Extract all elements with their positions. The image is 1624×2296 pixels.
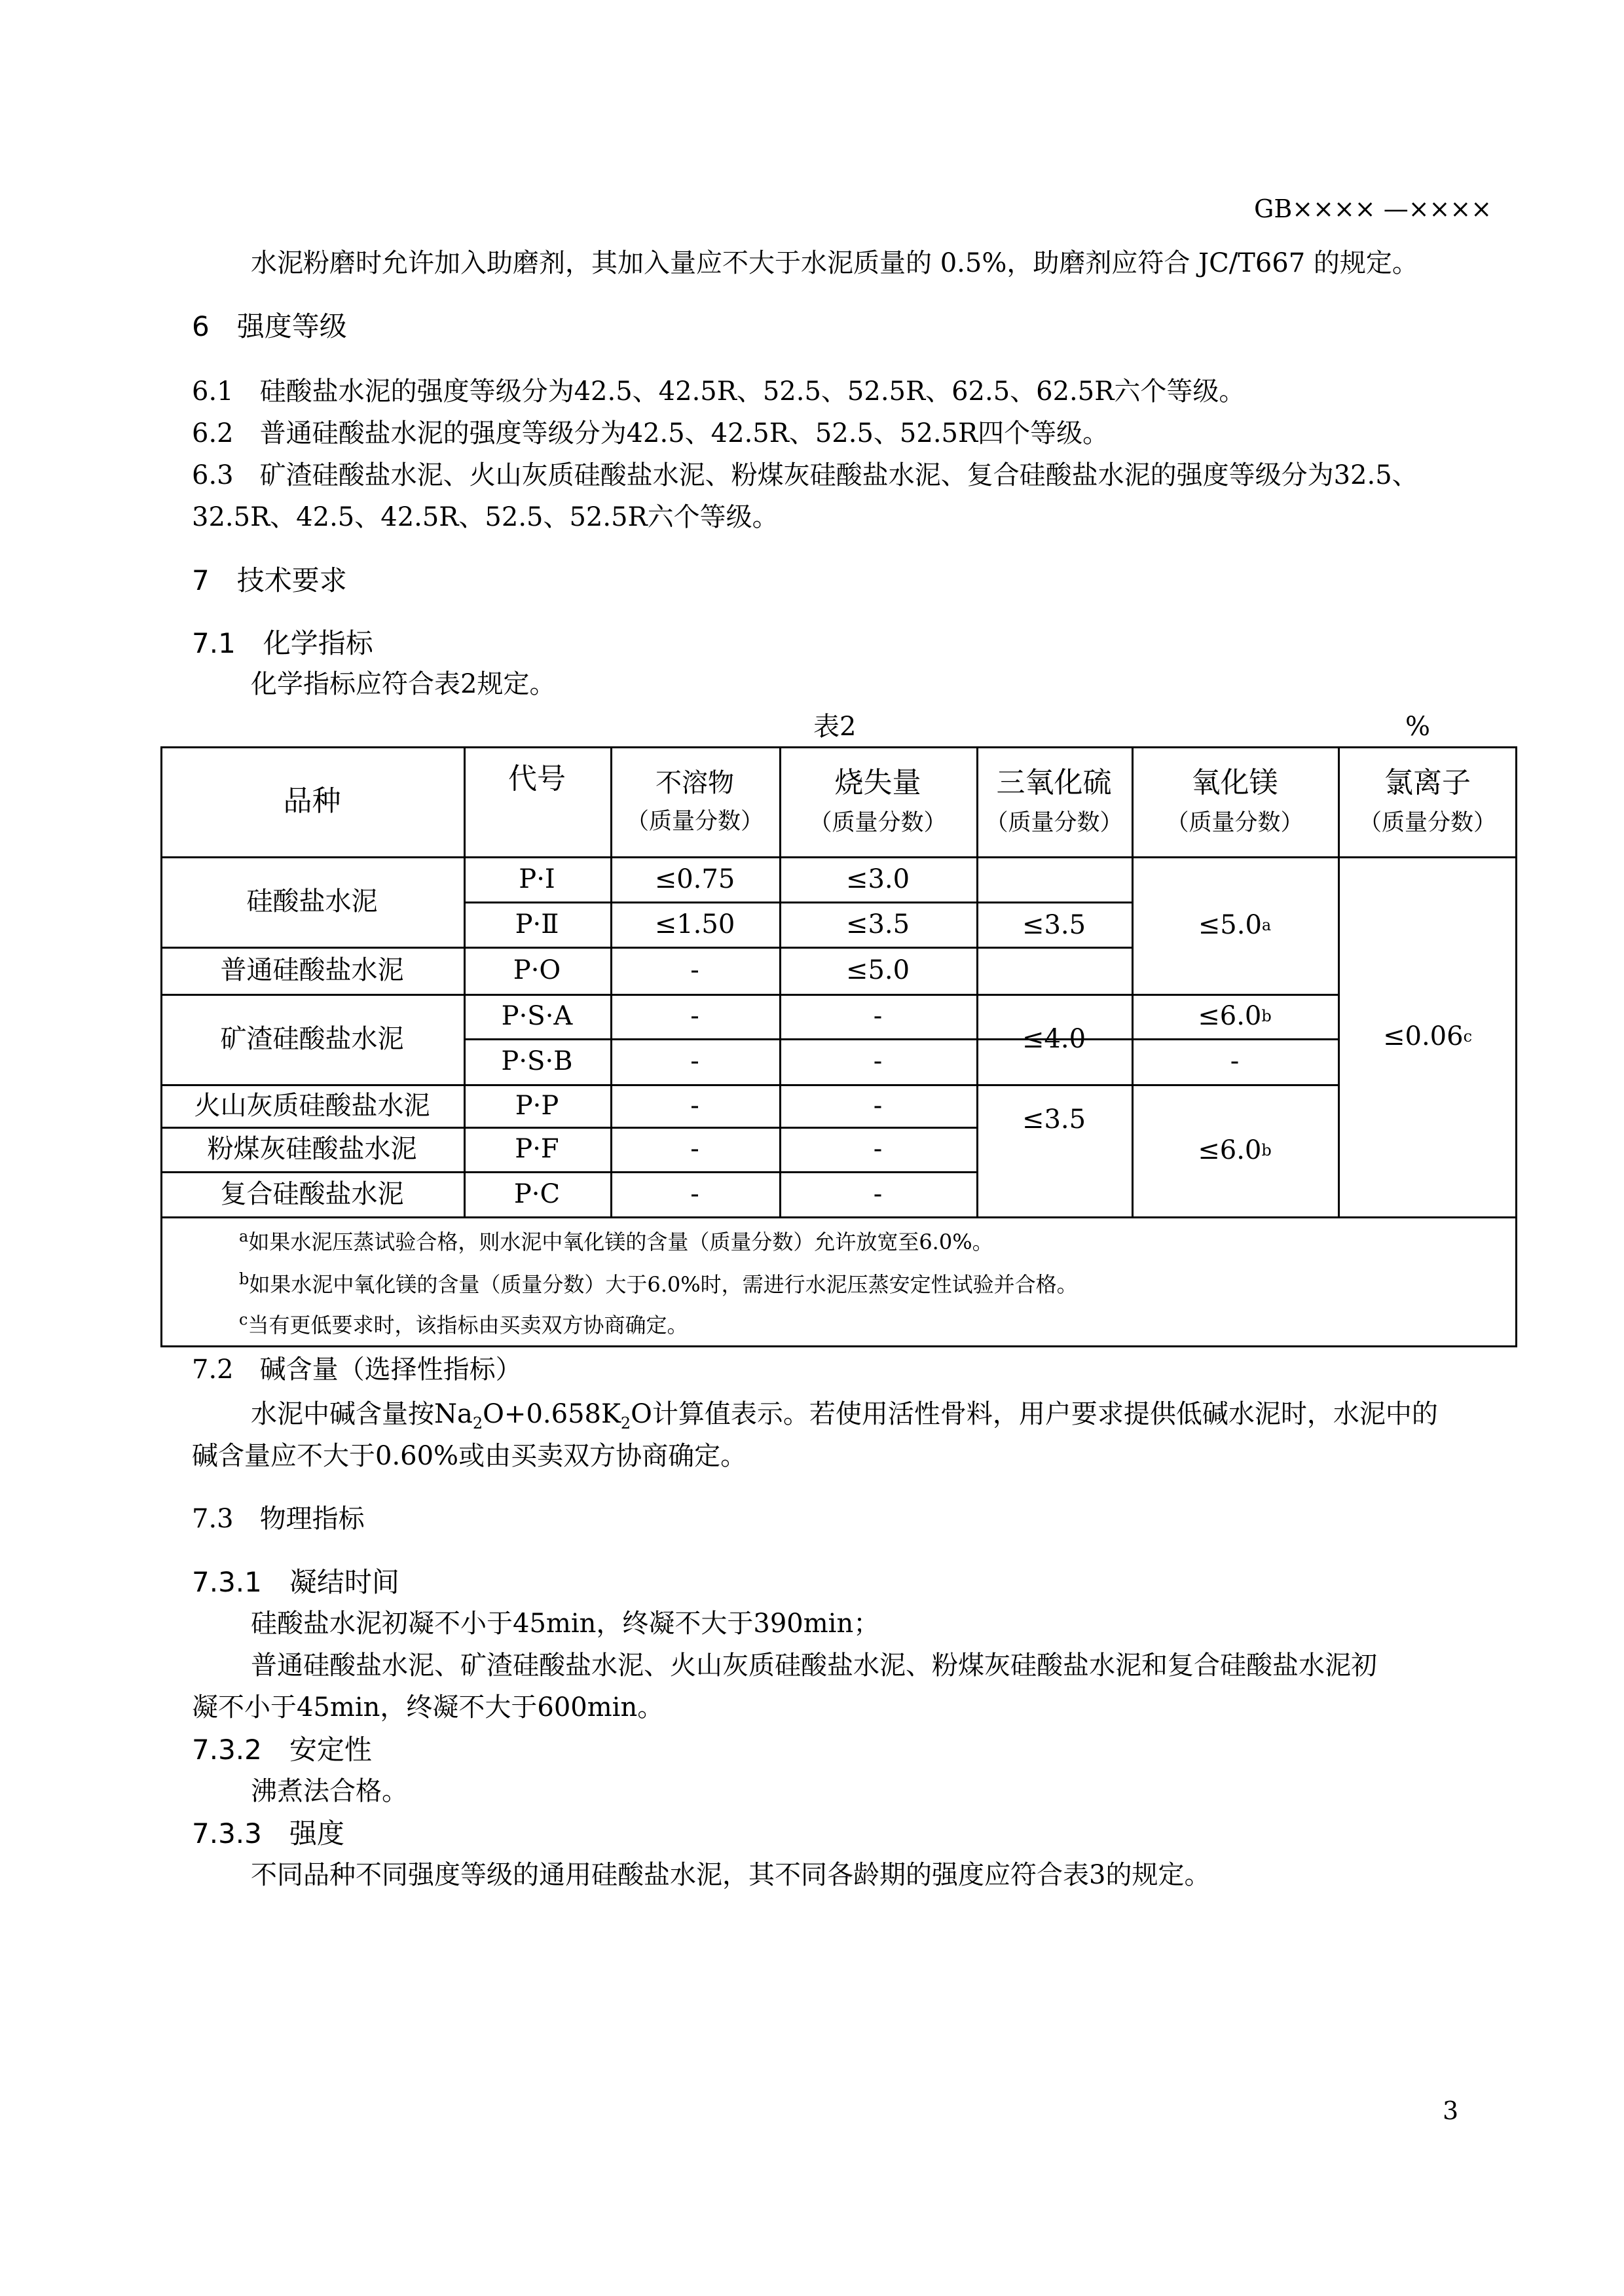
section-7-3-3-text: 不同品种不同强度等级的通用硅酸盐水泥，其不同各龄期的强度应符合表3的规定。 (251, 1860, 1211, 1890)
table-caption: 表2 (813, 712, 857, 742)
header-so3: 三氧化硫 （质量分数） (985, 765, 1123, 837)
document-code: GB×××× —×××× (1254, 194, 1492, 223)
insoluble-psb: - (690, 1046, 699, 1076)
variety-slag: 矿渣硅酸盐水泥 (220, 1024, 404, 1054)
variety-pozzolana: 火山灰质硅酸盐水泥 (194, 1090, 430, 1121)
mgo-others: ≤6.0 b (1198, 1135, 1272, 1165)
loss-pi: ≤3.0 (845, 864, 910, 894)
insoluble-psa: - (690, 1001, 699, 1031)
section-7-2-title: 7.2 碱含量（选择性指标） (192, 1355, 522, 1385)
so3-slag: ≤4.0 (1022, 1024, 1086, 1054)
mgo-psb: - (1230, 1046, 1240, 1076)
section-6-3-line2: 32.5R、42.5、42.5R、52.5、52.5R六个等级。 (192, 502, 779, 532)
loss-po: ≤5.0 (845, 955, 910, 985)
section-7-2-line1: 水泥中碱含量按$Na_2O+0.658K_2O$计算值表示。若使用活性骨料，用户要求提供低碱水泥时，水泥中的 (251, 1399, 1438, 1432)
chemical-index-table (160, 746, 1517, 1347)
page-number: 3 (1443, 2096, 1459, 2125)
table-unit: % (1405, 712, 1431, 742)
loss-pii: ≤3.5 (845, 909, 910, 939)
loss-pp: - (873, 1090, 883, 1121)
variety-portland: 硅酸盐水泥 (246, 886, 378, 917)
mgo-psa: ≤6.0 b (1198, 1001, 1272, 1031)
header-variety: 品种 (283, 784, 341, 818)
insoluble-po: - (690, 955, 699, 985)
code-pi: P·I (519, 864, 555, 894)
section-7-1-text: 化学指标应符合表2规定。 (251, 669, 556, 699)
section-6-1: 6.1 硅酸盐水泥的强度等级分为42.5、42.5R、52.5、52.5R、62.5、62.5R六个等级。 (192, 376, 1246, 407)
code-pp: P·P (515, 1090, 559, 1121)
section-7-3-1-p1: 硅酸盐水泥初凝不小于45min，终凝不大于390min； (251, 1609, 880, 1639)
section-7-3-3-title: 7.3.3 强度 (192, 1817, 344, 1850)
header-mgo: 氧化镁 （质量分数） (1166, 765, 1304, 837)
chloride-all: ≤0.06 c (1382, 1021, 1473, 1051)
loss-pf: - (873, 1134, 883, 1164)
header-insoluble: 不溶物 （质量分数） (625, 768, 764, 835)
variety-composite: 复合硅酸盐水泥 (220, 1178, 404, 1209)
code-pc: P·C (513, 1178, 561, 1209)
section-7-3-2-title: 7.3.2 安定性 (192, 1734, 372, 1766)
header-chloride: 氯离子 （质量分数） (1358, 765, 1496, 837)
loss-psb: - (873, 1046, 883, 1076)
section-6-2: 6.2 普通硅酸盐水泥的强度等级分为42.5、42.5R、52.5、52.5R四个等级。 (192, 418, 1109, 448)
table-note-b: $^b$如果水泥中氧化镁的含量（质量分数）大于6.0%时，需进行水泥压蒸安定性试验并合格。 (239, 1269, 1078, 1297)
code-po: P·O (513, 955, 561, 985)
section-6-title: 6 强度等级 (192, 310, 347, 342)
so3-portland-ordinary: ≤3.5 (1022, 910, 1086, 940)
variety-flyash: 粉煤灰硅酸盐水泥 (207, 1134, 417, 1164)
table-note-a: $^a$如果水泥压蒸试验合格，则水泥中氧化镁的含量（质量分数）允许放宽至6.0%。 (239, 1227, 993, 1254)
insoluble-pii: ≤1.50 (654, 909, 735, 939)
section-6-3-line1: 6.3 矿渣硅酸盐水泥、火山灰质硅酸盐水泥、粉煤灰硅酸盐水泥、复合硅酸盐水泥的强度等级分为32.5、 (192, 460, 1418, 490)
mgo-portland-ordinary: ≤5.0 a (1198, 910, 1272, 940)
insoluble-pf: - (690, 1134, 699, 1164)
loss-psa: - (873, 1001, 883, 1031)
section-7-3-1-p2-line2: 凝不小于45min，终凝不大于600min。 (192, 1692, 664, 1722)
code-psb: P·S·B (501, 1046, 573, 1076)
loss-pc: - (873, 1178, 883, 1209)
code-pf: P·F (515, 1134, 559, 1164)
insoluble-pi: ≤0.75 (654, 864, 735, 894)
insoluble-pc: - (690, 1178, 699, 1209)
section-7-3-1-title: 7.3.1 凝结时间 (192, 1566, 399, 1598)
section-7-3-1-p2-line1: 普通硅酸盐水泥、矿渣硅酸盐水泥、火山灰质硅酸盐水泥、粉煤灰硅酸盐水泥和复合硅酸盐水泥初 (251, 1650, 1377, 1681)
code-pii: P·Ⅱ (515, 909, 559, 939)
section-7-3-title: 7.3 物理指标 (192, 1504, 365, 1534)
insoluble-pp: - (690, 1090, 699, 1121)
table-note-c: $^c$当有更低要求时，该指标由买卖双方协商确定。 (239, 1310, 688, 1338)
so3-others: ≤3.5 (1022, 1104, 1086, 1135)
variety-ordinary: 普通硅酸盐水泥 (220, 955, 404, 985)
section-7-2-line2: 碱含量应不大于0.60%或由买卖双方协商确定。 (192, 1441, 747, 1471)
section-7-3-2-text: 沸煮法合格。 (251, 1776, 408, 1806)
header-loss-on-ignition: 烧失量 （质量分数） (809, 765, 947, 837)
section-7-1-title: 7.1 化学指标 (192, 627, 373, 659)
header-code: 代号 (508, 761, 566, 795)
code-psa: P·S·A (501, 1001, 573, 1031)
section-7-title: 7 技术要求 (192, 564, 347, 596)
intro-paragraph: 水泥粉磨时允许加入助磨剂，其加入量应不大于水泥质量的 0.5%，助磨剂应符合 JC/T667 的规定。 (251, 248, 1418, 278)
